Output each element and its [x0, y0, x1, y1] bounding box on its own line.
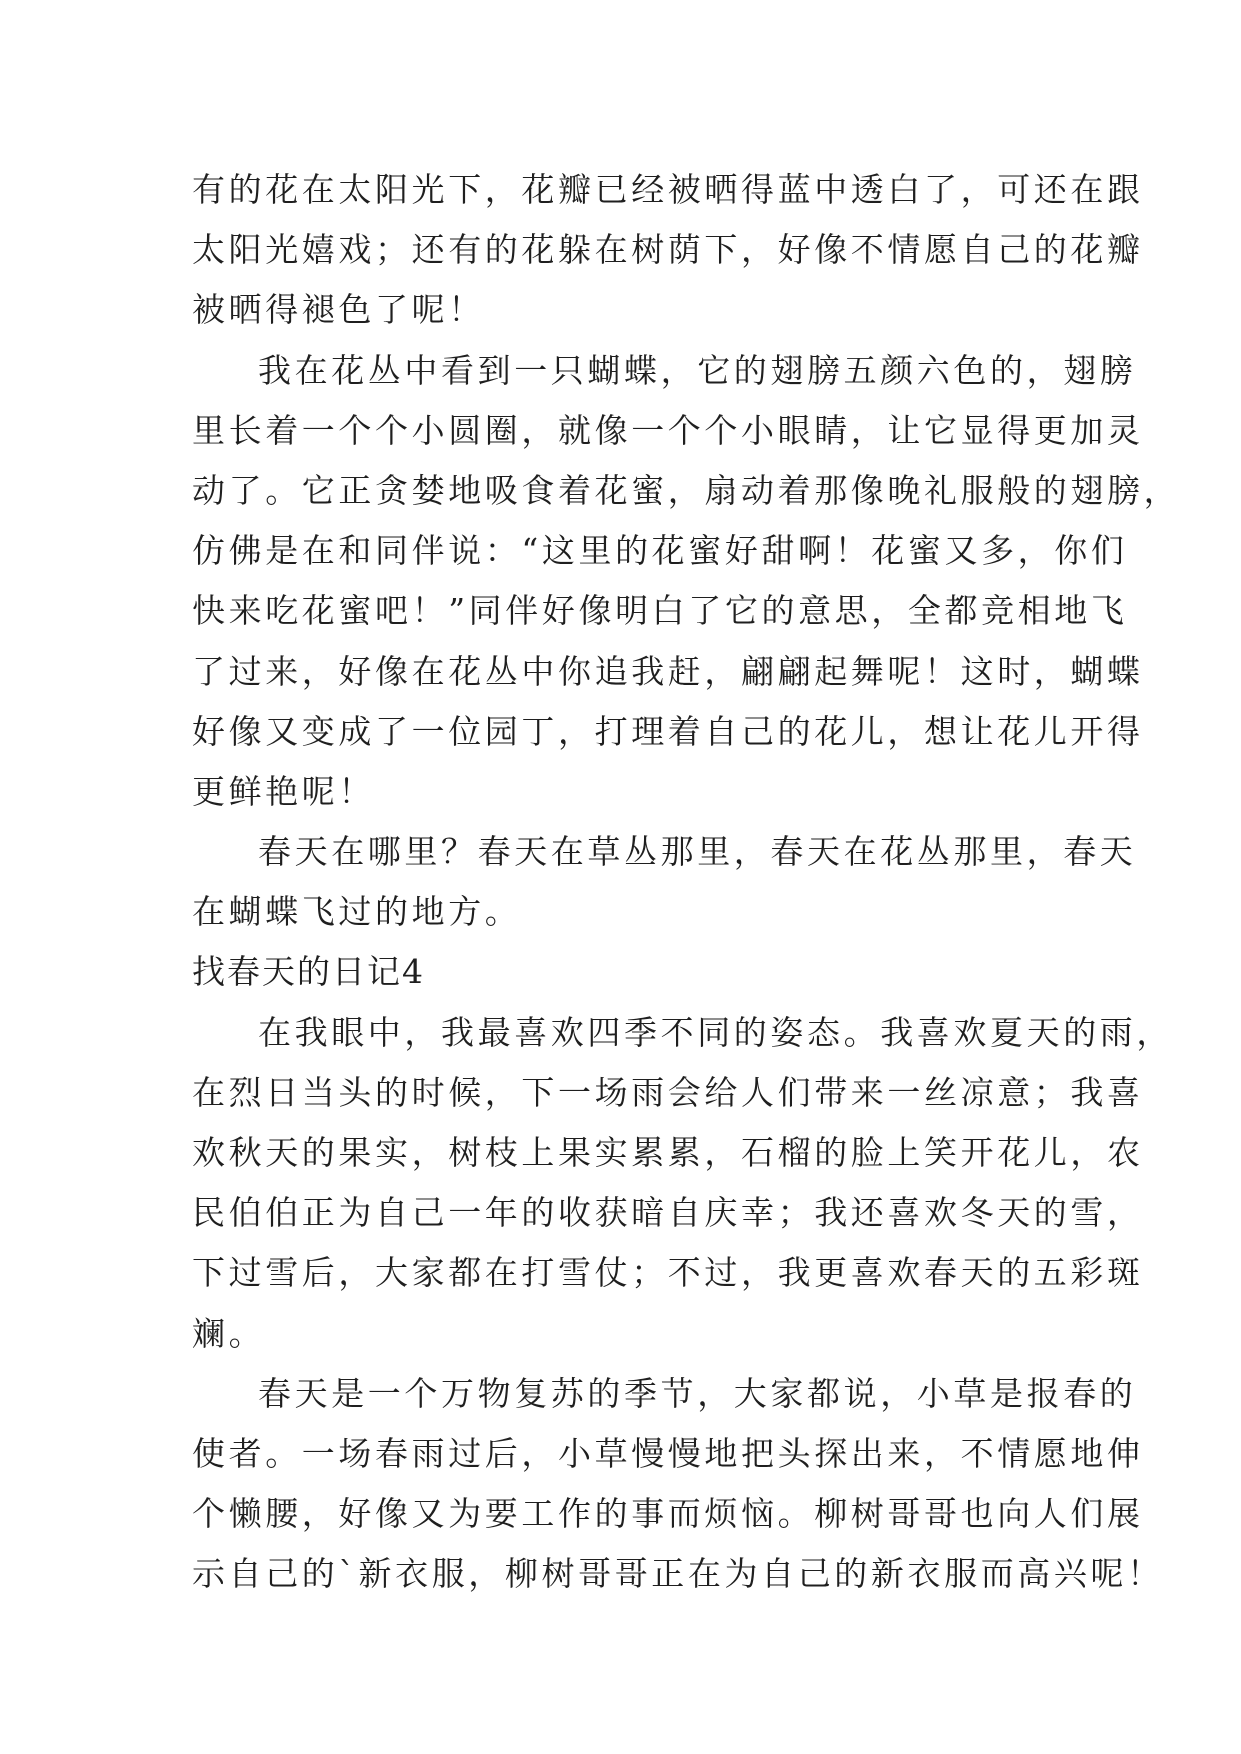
body-line: 仿佛是在和同伴说：“这里的花蜜好甜啊！花蜜又多，你们	[192, 531, 1128, 571]
body-line: 使者。一场春雨过后，小草慢慢地把头探出来，不情愿地伸	[192, 1433, 1144, 1473]
document-body	[192, 160, 1181, 1605]
body-line: 有的花在太阳光下，花瓣已经被晒得蓝中透白了，可还在跟	[192, 170, 1144, 209]
body-line: 个懒腰，好像又为要工作的事而烦恼。柳树哥哥也向人们展	[192, 1494, 1144, 1534]
body-line: 快来吃花蜜吧！”同伴好像明白了它的意思，全都竞相地飞	[192, 591, 1128, 631]
paragraph-first-line: 春天是一个万物复苏的季节，大家都说，小草是报春的	[258, 1373, 1137, 1413]
body-line: 下过雪后，大家都在打雪仗；不过，我更喜欢春天的五彩斑	[192, 1253, 1144, 1293]
body-line: 被晒得褪色了呢！	[192, 290, 485, 330]
body-line: 在蝴蝶飞过的地方。	[192, 892, 522, 932]
paragraph-first-line: 在我眼中，我最喜欢四季不同的姿态。我喜欢夏天的雨，	[258, 1012, 1173, 1052]
body-line: 更鲜艳呢！	[192, 771, 375, 811]
body-line: 动了。它正贪婪地吸食着花蜜，扇动着那像晚礼服般的翅膀，	[192, 470, 1181, 510]
body-line: 示自己的`新衣服，柳树哥哥正在为自己的新衣服而高兴呢！	[192, 1554, 1164, 1594]
section-heading: 找春天的日记4	[192, 952, 425, 992]
paragraph-first-line: 春天在哪里？春天在草丛那里，春天在花丛那里，春天	[258, 832, 1137, 872]
body-line: 民伯伯正为自己一年的收获暗自庆幸；我还喜欢冬天的雪，	[192, 1193, 1144, 1233]
body-line: 欢秋天的果实，树枝上果实累累，石榴的脸上笑开花儿，农	[192, 1133, 1144, 1172]
paragraph-first-line: 我在花丛中看到一只蝴蝶，它的翅膀五颜六色的，翅膀	[258, 350, 1137, 390]
body-line: 里长着一个个小圆圈，就像一个个小眼睛，让它显得更加灵	[192, 410, 1144, 450]
body-line: 在烈日当头的时候，下一场雨会给人们带来一丝凉意；我喜	[192, 1072, 1144, 1112]
body-line: 了过来，好像在花丛中你追我赶，翩翩起舞呢！这时，蝴蝶	[192, 651, 1144, 691]
body-line: 好像又变成了一位园丁，打理着自己的花儿，想让花儿开得	[192, 711, 1144, 751]
body-line: 太阳光嬉戏；还有的花躲在树荫下，好像不情愿自己的花瓣	[192, 230, 1144, 270]
body-line: 斓。	[192, 1313, 266, 1353]
